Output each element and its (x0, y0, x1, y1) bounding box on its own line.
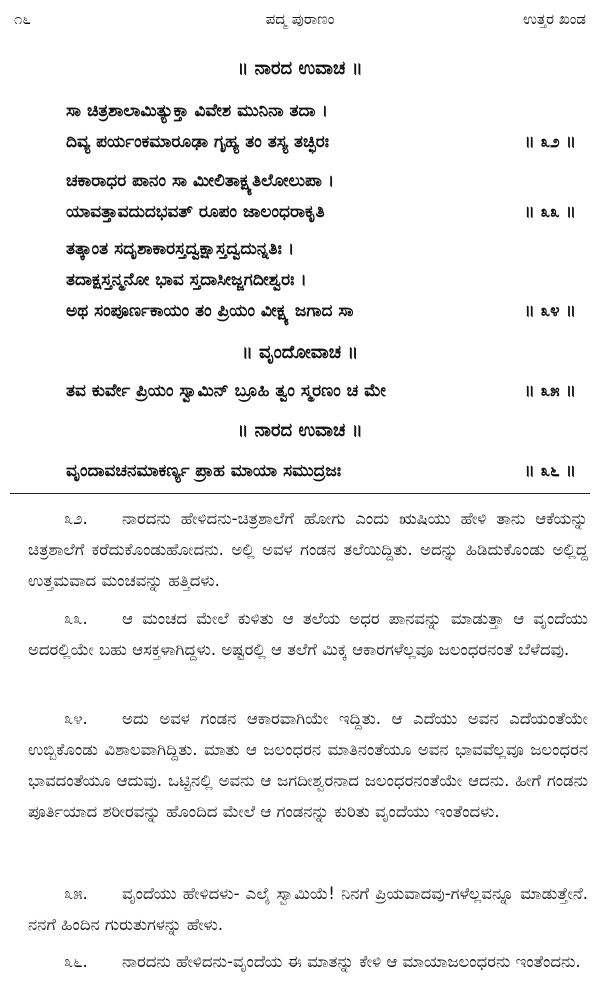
speaker-heading-vrinda: ॥ ವೃಂದೋವಾಚ ॥ (241, 342, 359, 363)
verse-number: ॥ ೩೫ ॥ (524, 381, 576, 401)
paragraph-number: ೩೩. (64, 609, 88, 628)
paragraph-number: ೩೫. (64, 884, 88, 903)
section-divider (10, 493, 590, 494)
verse-number: ॥ ೩೨ ॥ (524, 132, 576, 152)
verse-line: ವೃಂದಾವಚನಮಾಕರ್ಣ್ಯ ಪ್ರಾಹ ಮಾಯಾ ಸಮುದ್ರಜಃ ॥ ೩೬ ॥ (66, 456, 576, 487)
verse-block (66, 234, 576, 327)
verse-line: ತತ್ಕಾಂತ ಸದೃಶಾಕಾರಸ್ತದ್ವಕ್ಷಾಸ್ತದ್ವದುನ್ನತಿಃ । (66, 239, 295, 259)
paragraph-number: ೩೬. (64, 952, 88, 971)
speaker-heading-narada: ॥ ನಾರದ ಉವಾಚ ॥ (237, 58, 363, 79)
paragraph-text: ವೃಂದೆಯು ಹೇಳಿದಳು- ಎಲೈ ಸ್ವಾಮಿಯೆ! ನಿನಗೆ ಪ್ರಿಯವಾದವು-ಗಳೆಲ್ಲವನ್ನೂ ಮಾಡುತ್ತೇನೆ. ನನಗೆ ಹಿಂದಿನ ಗುರುತುಗಳನ್ನು ಹೇಳು. (28, 884, 588, 934)
paragraph-text: ಅದು ಅವಳ ಗಂಡನ ಆಕಾರವಾಗಿಯೇ ಇದ್ದಿತು. ಆ ಎದೆಯು ಅವನ ಎದೆಯಂತೆಯೇ ಉಬ್ಬಿಕೊಂಡು ವಿಶಾಲವಾಗಿದ್ದಿತು. ಮಾತು ಆ ಜಲಂಧರನ ಮಾತಿನಂತೆಯೂ ಅವನ ಭಾವವೆಲ್ಲವೂ ಜಲಂಧರನ ಭಾವದಂತೆಯೂ ಆದುವು. ಒಟ್ಟಿನಲ್ಲಿ ಅವನು ಆ ಜಗದೀಶ್ವರನಾದ ಜಲಂಧರನಂತೆಯೇ ಆದನು. ಹೀಗೆ ಗಂಡನು ಪೂರ್ತಿಯಾದ ಶರೀರವನ್ನು ಹೊಂದಿದ ಮೇಲೆ ಆ ಗಂಡನನ್ನು ಕುರಿತು ವೃಂದೆಯು ಇಂತೆಂದಳು. (28, 709, 588, 821)
section-name: ಉತ್ತರ ಖಂಡ (523, 10, 586, 28)
verse-block (66, 166, 576, 228)
verse-line: ಸಾ ಚಿತ್ರಶಾಲಾಮಿತ್ಯುಕ್ತಾ ವಿವೇಶ ಮುನಿನಾ ತದಾ । (66, 101, 328, 121)
paragraph-number: ೩೪. (64, 709, 88, 728)
verse-line: ತದಾಕ್ಷಸ್ತನ್ಮನೋ ಭಾವ ಸ್ತದಾಸೀಜ್ಜಗದೀಶ್ವರಃ । (66, 270, 307, 290)
paragraph-text: ಆ ಮಂಚದ ಮೇಲೆ ಕುಳಿತು ಆ ತಲೆಯ ಅಧರ ಪಾನವನ್ನು ಮಾಡುತ್ತಾ ಆ ವೃಂದೆಯು ಅದರಲ್ಲಿಯೇ ಬಹು ಆಸಕ್ತಳಾಗಿದ್ದಳು. ಅಷ್ಟರಲ್ಲಿ ಆ ತಲೆಗೆ ಮಿಕ್ಕ ಆಕಾರಗಳೆಲ್ಲವೂ ಜಲಂಧರನಂತೆ ಬೆಳೆದವು. (28, 609, 588, 659)
commentary-paragraph (28, 878, 588, 940)
verse-line: ಯಾವತ್ತಾವದುದಭವತ್ ರೂಪಂ ಜಾಲಂಧರಾಕೃತಿ ॥ ೩೩ ॥ (66, 197, 576, 228)
commentary-paragraph (28, 503, 588, 596)
verse-line: ದಿವ್ಯ ಪರ್ಯಂಕಮಾರೂಢಾ ಗೃಹ್ಯ ತಂ ತಸ್ಯ ತಚ್ಛಿರಃ ॥ ೩೨ ॥ (66, 127, 576, 158)
verse-block (66, 376, 576, 407)
commentary-paragraph (28, 603, 588, 665)
verse-line: ಚಕಾರಾಧರ ಪಾನಂ ಸಾ ಮೀಲಿತಾಕ್ಷ್ಯತಿಲೋಲುಪಾ । (66, 171, 335, 191)
verse-line: ಅಥ ಸಂಪೂರ್ಣಕಾಯಂ ತಂ ಪ್ರಿಯಂ ವೀಕ್ಷ್ಯ ಜಗಾದ ಸಾ ॥ ೩೪ ॥ (66, 296, 576, 327)
paragraph-text: ನಾರದನು ಹೇಳಿದನು-ವೃಂದೆಯ ಈ ಮಾತನ್ನು ಕೇಳಿ ಆ ಮಾಯಾಜಲಂಧರನು ಇಂತೆಂದನು. (122, 952, 581, 971)
commentary-paragraph (28, 946, 588, 977)
speaker-heading-narada: ॥ ನಾರದ ಉವಾಚ ॥ (237, 420, 363, 441)
verse-block (66, 96, 576, 158)
verse-block (66, 456, 576, 487)
commentary-paragraph (28, 703, 588, 827)
paragraph-text: ನಾರದನು ಹೇಳಿದನು-ಚಿತ್ರಶಾಲೆಗೆ ಹೋಗು ಎಂದು ಋಷಿಯು ಹೇಳಿ ತಾನು ಆಕೆಯನ್ನು ಚಿತ್ರಶಾಲೆಗೆ ಕರೆದುಕೊಂಡುಹೋದನು. ಅಲ್ಲಿ ಅವಳ ಗಂಡನ ತಲೆಯಿದ್ದಿತು. ಅದನ್ನು ಹಿಡಿದುಕೊಂಡು ಅಲ್ಲಿದ್ದ ಉತ್ತಮವಾದ ಮಂಚವನ್ನು ಹತ್ತಿದಳು. (28, 509, 588, 590)
page-header (14, 6, 586, 32)
verse-line: ತವ ಕುರ್ವೇ ಪ್ರಿಯಂ ಸ್ವಾಮಿನ್ ಬ್ರೂಹಿ ತ್ವಂ ಸ್ಮರಣಂ ಚ ಮೇ ॥ ೩೫ ॥ (66, 376, 576, 407)
page-number: ೧೬ (14, 10, 31, 28)
paragraph-number: ೩೨. (64, 509, 88, 528)
verse-number: ॥ ೩೬ ॥ (524, 461, 576, 481)
verse-number: ॥ ೩೩ ॥ (524, 202, 576, 222)
book-title: ಪದ್ಮ ಪುರಾಣಂ (265, 10, 335, 28)
verse-number: ॥ ೩೪ ॥ (524, 301, 576, 321)
